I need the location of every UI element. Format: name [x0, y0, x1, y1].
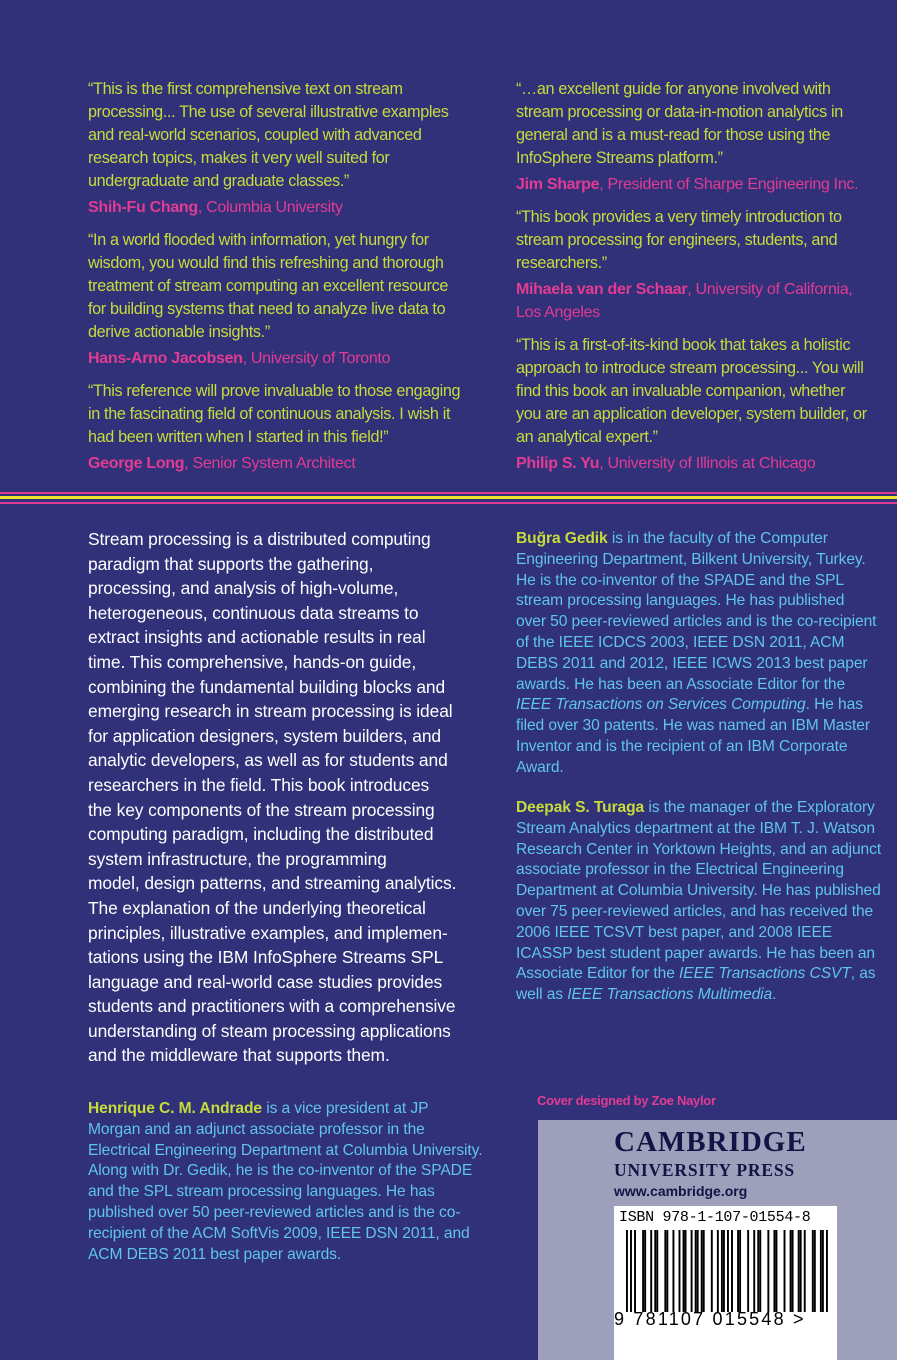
- quotes-right-column: [516, 78, 878, 485]
- barcode-bar: [683, 1230, 685, 1312]
- author-name: Buğra Gedik: [516, 530, 608, 547]
- divider-stripe-pink-top: [0, 492, 897, 494]
- barcode-bar: [767, 1230, 769, 1312]
- quote-line: you are an application developer, system builder, or: [516, 405, 867, 423]
- description-line: emerging research in stream processing is ideal: [88, 701, 453, 722]
- quote-line: “This is the first comprehensive text on stream: [88, 80, 403, 98]
- quote-text: [516, 206, 878, 275]
- description-line: understanding of steam processing applications: [88, 1020, 451, 1041]
- barcode-bar: [737, 1230, 739, 1312]
- barcode-bar: [703, 1230, 705, 1312]
- barcode-bar: [731, 1230, 733, 1312]
- description-line: time. This comprehensive, hands-on guide,: [88, 651, 417, 672]
- barcode-bar: [711, 1230, 713, 1312]
- quote-line: for building systems that need to analyze live data to: [88, 300, 446, 318]
- description-line: system infrastructure, the programming: [88, 848, 387, 869]
- quote-text: [88, 229, 472, 344]
- bio-text: is the manager of the Exploratory Stream Analytics department at the IBM T. J. Watson Research Center in Yorktown Heights, and an adjunct associate professor in the Electrical Engineering Department at Columbia University. He has published over 75 peer-reviewed articles, and has received the 2006 IEEE TCSVT best paper, and 2008 IEEE ICASSP best student paper awards. He has been an Associate Editor for the: [516, 799, 882, 983]
- barcode-bar: [717, 1230, 719, 1312]
- book-description: [88, 527, 483, 1068]
- publisher-name: CAMBRIDGE: [614, 1126, 807, 1158]
- barcode-bar: [626, 1230, 628, 1312]
- quote-text: [516, 78, 878, 170]
- description-line: researchers in the field. This book introduces: [88, 774, 430, 795]
- journal-name: IEEE Transactions on Services Computing: [516, 696, 806, 714]
- description-line: processing, and analysis of high-volume,: [88, 578, 399, 599]
- quote-line: undergraduate and graduate classes.”: [88, 172, 349, 190]
- barcode-bar: [672, 1230, 674, 1312]
- barcode-bar: [630, 1230, 632, 1312]
- barcode-bar: [800, 1230, 802, 1312]
- divider-stripe-pink-bottom: [0, 502, 897, 504]
- bio-text: , as well as: [516, 965, 876, 1004]
- barcode-bar: [804, 1230, 806, 1312]
- review-quote: [88, 380, 472, 475]
- description-line: heterogeneous, continuous data streams to: [88, 602, 419, 623]
- reviewer-affiliation: , University of Illinois at Chicago: [599, 455, 816, 472]
- journal-name: IEEE Transactions Multimedia: [567, 986, 773, 1004]
- quote-line: had been written when I started in this field!”: [88, 428, 389, 446]
- quote-text: [88, 380, 472, 449]
- barcode-bar: [792, 1230, 794, 1312]
- publisher-subtitle: UNIVERSITY PRESS: [614, 1160, 795, 1180]
- bio-text: . He has filed over 30 patents. He was named an IBM Master Inventor and is the recipient of an IBM Corporate Award.: [516, 696, 870, 776]
- barcode-bar: [685, 1230, 687, 1312]
- barcode-bar: [701, 1230, 703, 1312]
- reviewer-name: George Long: [88, 455, 185, 472]
- barcode-bar: [747, 1230, 749, 1312]
- description-line: paradigm that supports the gathering,: [88, 553, 374, 574]
- author-name: Deepak S. Turaga: [516, 799, 645, 816]
- description-line: the key components of the stream processing: [88, 799, 435, 820]
- barcode-bar: [784, 1230, 786, 1312]
- quote-line: researchers.”: [516, 254, 607, 272]
- reviewer-affiliation: , Columbia University: [197, 199, 343, 216]
- quote-line: general and is a must-read for those using the: [516, 126, 831, 144]
- description-line: analytic developers, as well as for students and: [88, 750, 448, 771]
- quote-line: “…an excellent guide for anyone involved with: [516, 80, 831, 98]
- quote-line: “In a world flooded with information, yet hungry for: [88, 231, 429, 249]
- description-line: language and real-world case studies provides: [88, 971, 443, 992]
- review-quote: [516, 334, 878, 475]
- barcode-number: 9 781107 015548 >: [614, 1309, 806, 1329]
- quote-line: stream processing or data-in-motion analytics in: [516, 103, 843, 121]
- barcode-bar: [727, 1230, 729, 1312]
- barcode-bar: [650, 1230, 652, 1312]
- reviewer-affiliation: , President of Sharpe Engineering Inc.: [599, 176, 859, 193]
- review-quote: [88, 229, 472, 370]
- description-line: extract insights and actionable results in real: [88, 627, 426, 648]
- quote-line: “This reference will prove invaluable to those engaging: [88, 382, 461, 400]
- bio-text: .: [772, 986, 777, 1004]
- barcode-bar: [798, 1230, 800, 1312]
- author-bio-andrade: [88, 1099, 483, 1265]
- quote-line: InfoSphere Streams platform.”: [516, 149, 723, 167]
- description-line: computing paradigm, including the distributed: [88, 824, 434, 845]
- description-line: students and practitioners with a comprehensive: [88, 996, 456, 1017]
- quote-line: stream processing for engineers, students, and: [516, 231, 838, 249]
- author-bio-gedik: [516, 529, 878, 779]
- barcode-bar: [691, 1230, 693, 1312]
- barcode-bar: [826, 1230, 828, 1312]
- quote-line: in the fascinating field of continuous analysis. I wish it: [88, 405, 451, 423]
- description-line: and the middleware that supports them.: [88, 1045, 390, 1066]
- description-line: for application designers, system builders, and: [88, 725, 441, 746]
- review-quote: [88, 78, 472, 219]
- reviewer-affiliation: , University of Toronto: [242, 350, 391, 367]
- author-bio-turaga: [516, 798, 886, 1006]
- description-line: model, design patterns, and streaming analytics.: [88, 873, 457, 894]
- bio-text: is a vice president at JP Morgan and an adjunct associate professor in the Electrical Engineering Department at Columbia University. Along with Dr. Gedik, he is the co-inventor of the SPADE and the SPL stream processing languages. He has published over 50 peer-reviewed articles and is the co-recipient of the ACM SoftVis 2009, IEEE DSN 2011, and ACM DEBS 2011 best paper awards.: [88, 1100, 483, 1263]
- isbn-barcode: [614, 1206, 837, 1360]
- barcode-bar: [775, 1230, 777, 1312]
- barcode-bar: [757, 1230, 759, 1312]
- barcode-bar: [790, 1230, 792, 1312]
- reviewer-name: Mihaela van der Schaar: [516, 281, 688, 298]
- quote-line: “This book provides a very timely introduction to: [516, 208, 842, 226]
- description-line: Stream processing is a distributed computing: [88, 529, 431, 549]
- barcode-bar: [695, 1230, 697, 1312]
- barcode-bar: [753, 1230, 755, 1312]
- barcode-bar: [666, 1230, 668, 1312]
- reviewer-name: Jim Sharpe: [516, 176, 600, 193]
- description-line: tations using the IBM InfoSphere Streams SPL: [88, 947, 444, 968]
- journal-name: IEEE Transactions CSVT: [679, 965, 851, 983]
- cover-credit: Cover designed by Zoe Naylor: [537, 1093, 716, 1108]
- bio-text: is in the faculty of the Computer Engineering Department, Bilkent University, Turkey. He is the co-inventor of the SPADE and the SPL stream processing languages. He has published over 50 peer-reviewed articles and is the co-recipient of the IEEE ICDCS 2003, IEEE DSN 2011, ACM DEBS 2011 and 2012, IEEE ICWS 2013 best paper awards. He has been an Associate Editor for the: [516, 530, 877, 693]
- quote-attribution: [88, 452, 472, 475]
- reviewer-name: Shih-Fu Chang: [88, 199, 198, 216]
- review-quote: [516, 78, 878, 196]
- description-line: principles, illustrative examples, and implemen-: [88, 922, 448, 943]
- reviewer-affiliation: , University of California, Los Angeles: [516, 281, 853, 321]
- reviewer-name: Hans-Arno Jacobsen: [88, 350, 243, 367]
- barcode-bar: [822, 1230, 824, 1312]
- quote-line: processing... The use of several illustrative examples: [88, 103, 449, 121]
- quote-line: “This is a first-of-its-kind book that takes a holistic: [516, 336, 851, 354]
- quote-line: find this book an invaluable companion, whether: [516, 382, 846, 400]
- publisher-url: www.cambridge.org: [614, 1183, 748, 1199]
- barcode-bar: [634, 1230, 636, 1312]
- barcode-bar: [642, 1230, 644, 1312]
- description-line: combining the fundamental building blocks and: [88, 676, 446, 697]
- quote-line: derive actionable insights.”: [88, 323, 270, 341]
- barcode-bar: [679, 1230, 681, 1312]
- publisher-box: [538, 1120, 897, 1360]
- isbn-label: ISBN 978-1-107-01554-8: [619, 1209, 811, 1226]
- barcode-bar: [739, 1230, 741, 1312]
- barcode-bar: [814, 1230, 816, 1312]
- barcode-bar: [759, 1230, 761, 1312]
- barcode-bar: [773, 1230, 775, 1312]
- quote-attribution: [516, 452, 878, 475]
- quote-line: treatment of stream computing an excellent resource: [88, 277, 449, 295]
- barcode-bar: [812, 1230, 814, 1312]
- quote-text: [88, 78, 472, 193]
- author-name: Henrique C. M. Andrade: [88, 1100, 262, 1117]
- barcode-bar: [664, 1230, 666, 1312]
- reviewer-affiliation: , Senior System Architect: [184, 455, 356, 472]
- quote-attribution: [516, 173, 878, 196]
- barcode-bar: [820, 1230, 822, 1312]
- barcode-bar: [721, 1230, 723, 1312]
- barcode-bar: [697, 1230, 699, 1312]
- barcode-bars: [626, 1230, 828, 1312]
- quote-attribution: [516, 278, 878, 324]
- barcode-bar: [656, 1230, 658, 1312]
- quotes-left-column: [88, 78, 472, 485]
- quote-attribution: [88, 196, 472, 219]
- quote-line: research topics, makes it very well suited for: [88, 149, 390, 167]
- barcode-bar: [723, 1230, 725, 1312]
- quote-text: [516, 334, 878, 449]
- quote-attribution: [88, 347, 472, 370]
- review-quote: [516, 206, 878, 324]
- quote-line: approach to introduce stream processing... You will: [516, 359, 864, 377]
- description-line: The explanation of the underlying theoretical: [88, 897, 426, 918]
- divider-stripe-yellow: [0, 496, 897, 499]
- reviewer-name: Philip S. Yu: [516, 455, 600, 472]
- quote-line: and real-world scenarios, coupled with advanced: [88, 126, 422, 144]
- barcode-bar: [654, 1230, 656, 1312]
- quote-line: an analytical expert.”: [516, 428, 658, 446]
- barcode-bar: [644, 1230, 646, 1312]
- quote-line: wisdom, you would find this refreshing and thorough: [88, 254, 444, 272]
